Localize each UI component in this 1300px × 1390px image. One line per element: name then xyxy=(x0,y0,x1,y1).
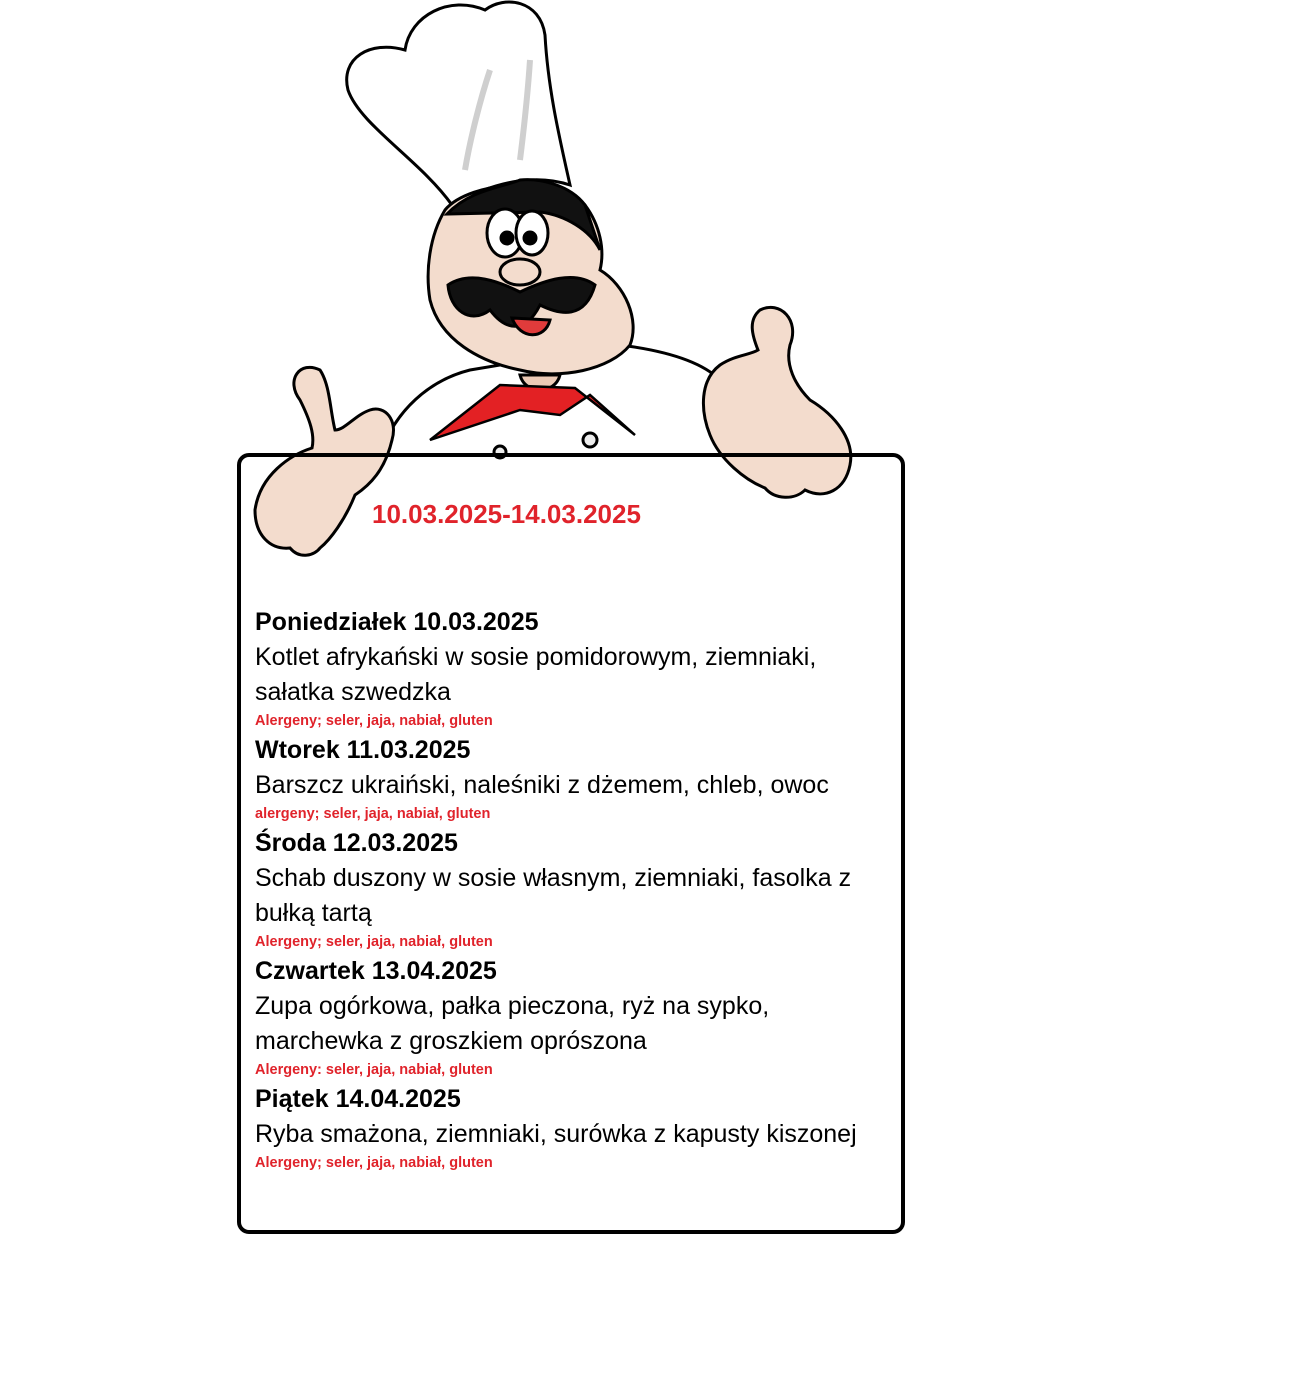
menu-day-wednesday xyxy=(255,825,891,953)
weekly-menu xyxy=(255,604,891,1174)
allergens-note: Alergeny; seler, jaja, nabiał, gluten xyxy=(255,934,493,950)
allergens-note: Alergeny; seler, jaja, nabiał, gluten xyxy=(255,1155,493,1171)
menu-day-tuesday xyxy=(255,732,891,825)
chef-hat xyxy=(347,2,570,205)
allergens-note: Alergeny; seler, jaja, nabiał, gluten xyxy=(255,713,493,729)
meal-description: Barszcz ukraiński, naleśniki z dżemem, chleb, owoc xyxy=(255,771,829,799)
date-range-heading: 10.03.2025-14.03.2025 xyxy=(372,499,641,529)
meal-description: Zupa ogórkowa, pałka pieczona, ryż na sypko, marchewka z groszkiem oprószona xyxy=(255,992,770,1055)
allergens-note: Alergeny: seler, jaja, nabiał, gluten xyxy=(255,1062,493,1078)
day-title: Piątek 14.04.2025 xyxy=(255,1085,461,1113)
meal-description: Schab duszony w sosie własnym, ziemniaki, fasolka z bułką tartą xyxy=(255,864,852,927)
meal-description: Ryba smażona, ziemniaki, surówka z kapusty kiszonej xyxy=(255,1120,857,1148)
day-title: Wtorek 11.03.2025 xyxy=(255,736,471,764)
chef-head xyxy=(428,180,633,390)
meal-description: Kotlet afrykański w sosie pomidorowym, ziemniaki, sałatka szwedzka xyxy=(255,643,817,706)
allergens-note: alergeny; seler, jaja, nabiał, gluten xyxy=(255,806,491,822)
menu-day-thursday xyxy=(255,953,891,1081)
day-title: Czwartek 13.04.2025 xyxy=(255,957,497,985)
menu-day-monday xyxy=(255,604,891,732)
day-title: Poniedziałek 10.03.2025 xyxy=(255,608,539,636)
day-title: Środa 12.03.2025 xyxy=(255,829,458,857)
menu-day-friday xyxy=(255,1081,891,1174)
